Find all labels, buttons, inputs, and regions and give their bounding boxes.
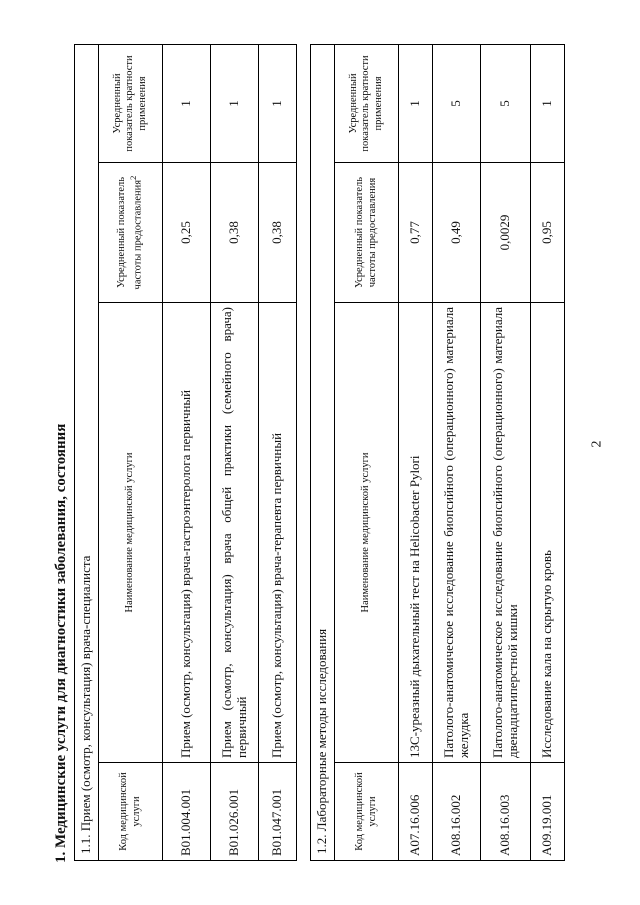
multiplicity-value: 5 — [481, 44, 531, 162]
service-code: B01.004.001 — [163, 762, 211, 860]
table-section-title: 1.2. Лабораторные методы исследования — [311, 44, 335, 860]
service-name: Прием (осмотр, консультация) врача-гастроэнтеролога первичный — [163, 302, 211, 762]
column-header-frequency — [99, 162, 163, 302]
table-header-row — [335, 44, 399, 860]
rotated-page-content — [40, 33, 600, 873]
section-heading: 1. Медицинские услуги для диагностики заболевания, состояния — [53, 423, 69, 863]
service-code: B01.047.001 — [259, 762, 297, 860]
service-code: A07.16.006 — [399, 762, 433, 860]
frequency-value: 0,95 — [531, 162, 565, 302]
table-header-row — [99, 44, 163, 860]
table-row — [481, 44, 531, 860]
table-row — [211, 44, 259, 860]
frequency-value: 0,38 — [211, 162, 259, 302]
service-code: B01.026.001 — [211, 762, 259, 860]
frequency-value: 0,38 — [259, 162, 297, 302]
table-row — [259, 44, 297, 860]
service-name: Патолого-анатомическое исследование биопсийного (операционного) материала двенадцатиперстной кишки — [481, 302, 531, 762]
frequency-value: 0,25 — [163, 162, 211, 302]
service-name: Патолого-анатомическое исследование биопсийного (операционного) материала желудка — [433, 302, 481, 762]
column-header-code: Код медицинской услуги — [99, 762, 163, 860]
footnote-mark: 2 — [128, 175, 139, 180]
frequency-value: 0,77 — [399, 162, 433, 302]
column-header-frequency: Усредненный показатель частоты предоставления — [335, 162, 399, 302]
column-header-frequency-text: Усредненный показатель частоты предоставления — [115, 176, 144, 289]
table-row — [433, 44, 481, 860]
column-header-name: Наименование медицинской услуги — [335, 302, 399, 762]
multiplicity-value: 1 — [531, 44, 565, 162]
service-name: Прием (осмотр, консультация) врача общей практики (семейного врача) первичный — [211, 302, 259, 762]
frequency-value: 0,0029 — [481, 162, 531, 302]
multiplicity-value: 5 — [433, 44, 481, 162]
table-row — [531, 44, 565, 860]
table-lab-methods — [310, 43, 565, 860]
table-section-title: 1.1. Прием (осмотр, консультация) врача-специалиста — [75, 44, 99, 860]
service-name: Исследование кала на скрытую кровь — [531, 302, 565, 762]
table-specialist-visits — [74, 43, 297, 860]
service-name: Прием (осмотр, консультация) врача-терапевта первичный — [259, 302, 297, 762]
column-header-multiplicity: Усредненный показатель кратности применения — [335, 44, 399, 162]
service-code: A09.19.001 — [531, 762, 565, 860]
column-header-name: Наименование медицинской услуги — [99, 302, 163, 762]
column-header-code: Код медицинской услуги — [335, 762, 399, 860]
table-row — [163, 44, 211, 860]
service-code: A08.16.003 — [481, 762, 531, 860]
column-header-multiplicity: Усредненный показатель кратности применения — [99, 44, 163, 162]
table-row — [399, 44, 433, 860]
multiplicity-value: 1 — [163, 44, 211, 162]
page-number: 2 — [589, 440, 605, 448]
frequency-value: 0,49 — [433, 162, 481, 302]
multiplicity-value: 1 — [211, 44, 259, 162]
multiplicity-value: 1 — [259, 44, 297, 162]
service-code: A08.16.002 — [433, 762, 481, 860]
service-name: 13С-уреазный дыхательный тест на Helicobacter Pylori — [399, 302, 433, 762]
multiplicity-value: 1 — [399, 44, 433, 162]
